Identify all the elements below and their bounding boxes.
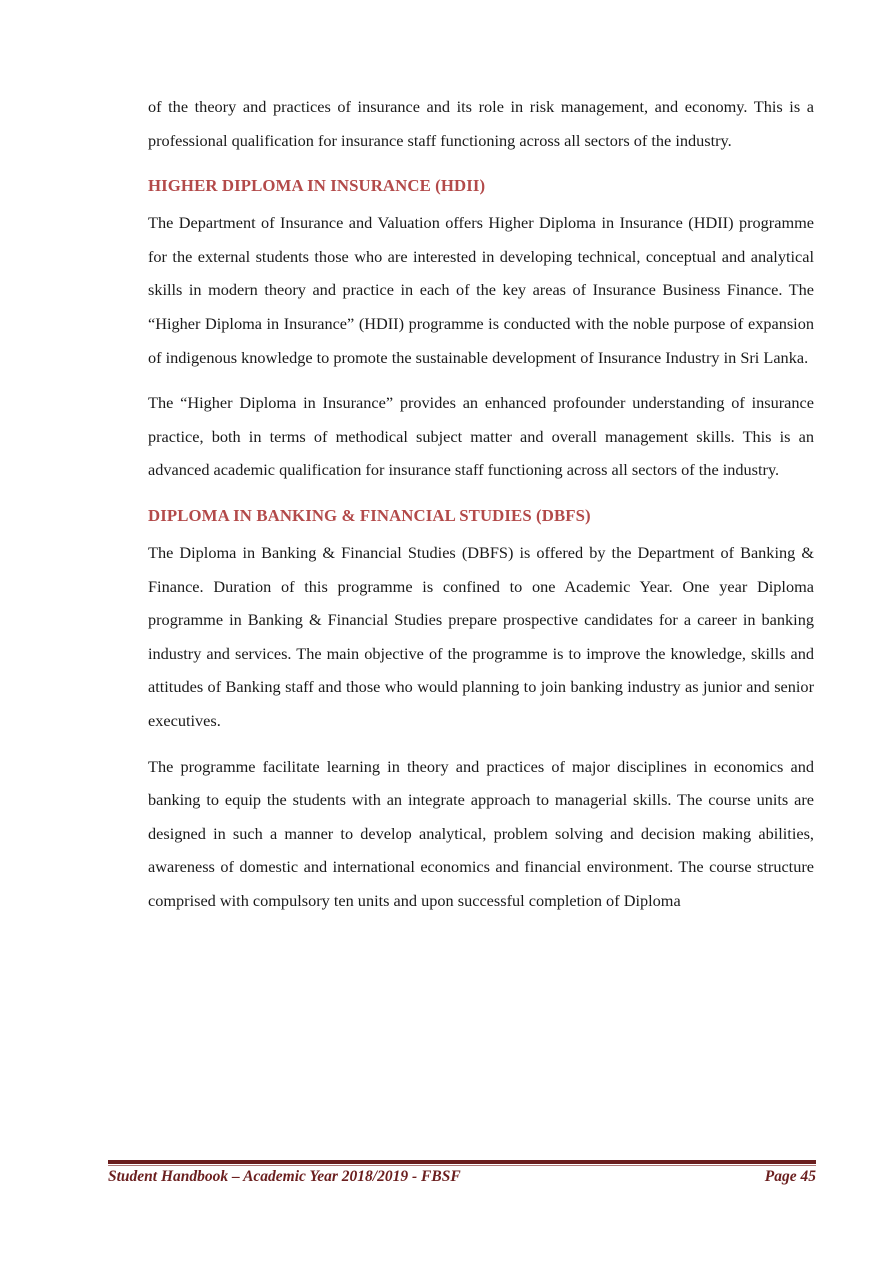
footer-rule-thick <box>108 1160 816 1164</box>
document-page <box>148 90 814 917</box>
dbfs-paragraph-1: The Diploma in Banking & Financial Studies (DBFS) is offered by the Department of Banking & Finance. Duration of this programme is confined to one Academic Year. One year Diploma programme in Banking & Financial Studies prepare prospective candidates for a career in banking industry and services. The main objective of the programme is to improve the knowledge, skills and attitudes of Banking staff and those who would planning to join banking industry as junior and senior executives. <box>148 542 814 730</box>
page-footer <box>108 1160 816 1186</box>
section-heading-hdii: HIGHER DIPLOMA IN INSURANCE (HDII) <box>148 176 486 196</box>
footer-rule-thin <box>108 1165 816 1166</box>
hdii-paragraph-1: The Department of Insurance and Valuation offers Higher Diploma in Insurance (HDII) programme for the external students those who are interested in developing technical, conceptual and analytical skills in modern theory and practice in each of the key areas of Insurance Business Finance. The “Higher Diploma in Insurance” (HDII) programme is conducted with the noble purpose of expansion of indigenous knowledge to promote the sustainable development of Insurance Industry in Sri Lanka. <box>148 213 814 367</box>
footer-title: Student Handbook – Academic Year 2018/2019 - FBSF <box>108 1168 461 1185</box>
page-number: Page 45 <box>764 1168 816 1185</box>
section-heading-dbfs: DIPLOMA IN BANKING & FINANCIAL STUDIES (DBFS) <box>148 505 591 525</box>
dbfs-paragraph-2: The programme facilitate learning in theory and practices of major disciplines in economics and banking to equip the students with an integrate approach to managerial skills. The course units are designed in such a manner to develop analytical, problem solving and decision making abilities, awareness of domestic and international economics and financial environment. The course structure comprised with compulsory ten units and upon successful completion of Diploma <box>148 756 814 910</box>
intro-paragraph: of the theory and practices of insurance and its role in risk management, and economy. This is a professional qualification for insurance staff functioning across all sectors of the industry. <box>148 97 814 150</box>
hdii-paragraph-2: The “Higher Diploma in Insurance” provides an enhanced profounder understanding of insurance practice, both in terms of methodical subject matter and overall management skills. This is an advanced academic qualification for insurance staff functioning across all sectors of the industry. <box>148 393 814 480</box>
